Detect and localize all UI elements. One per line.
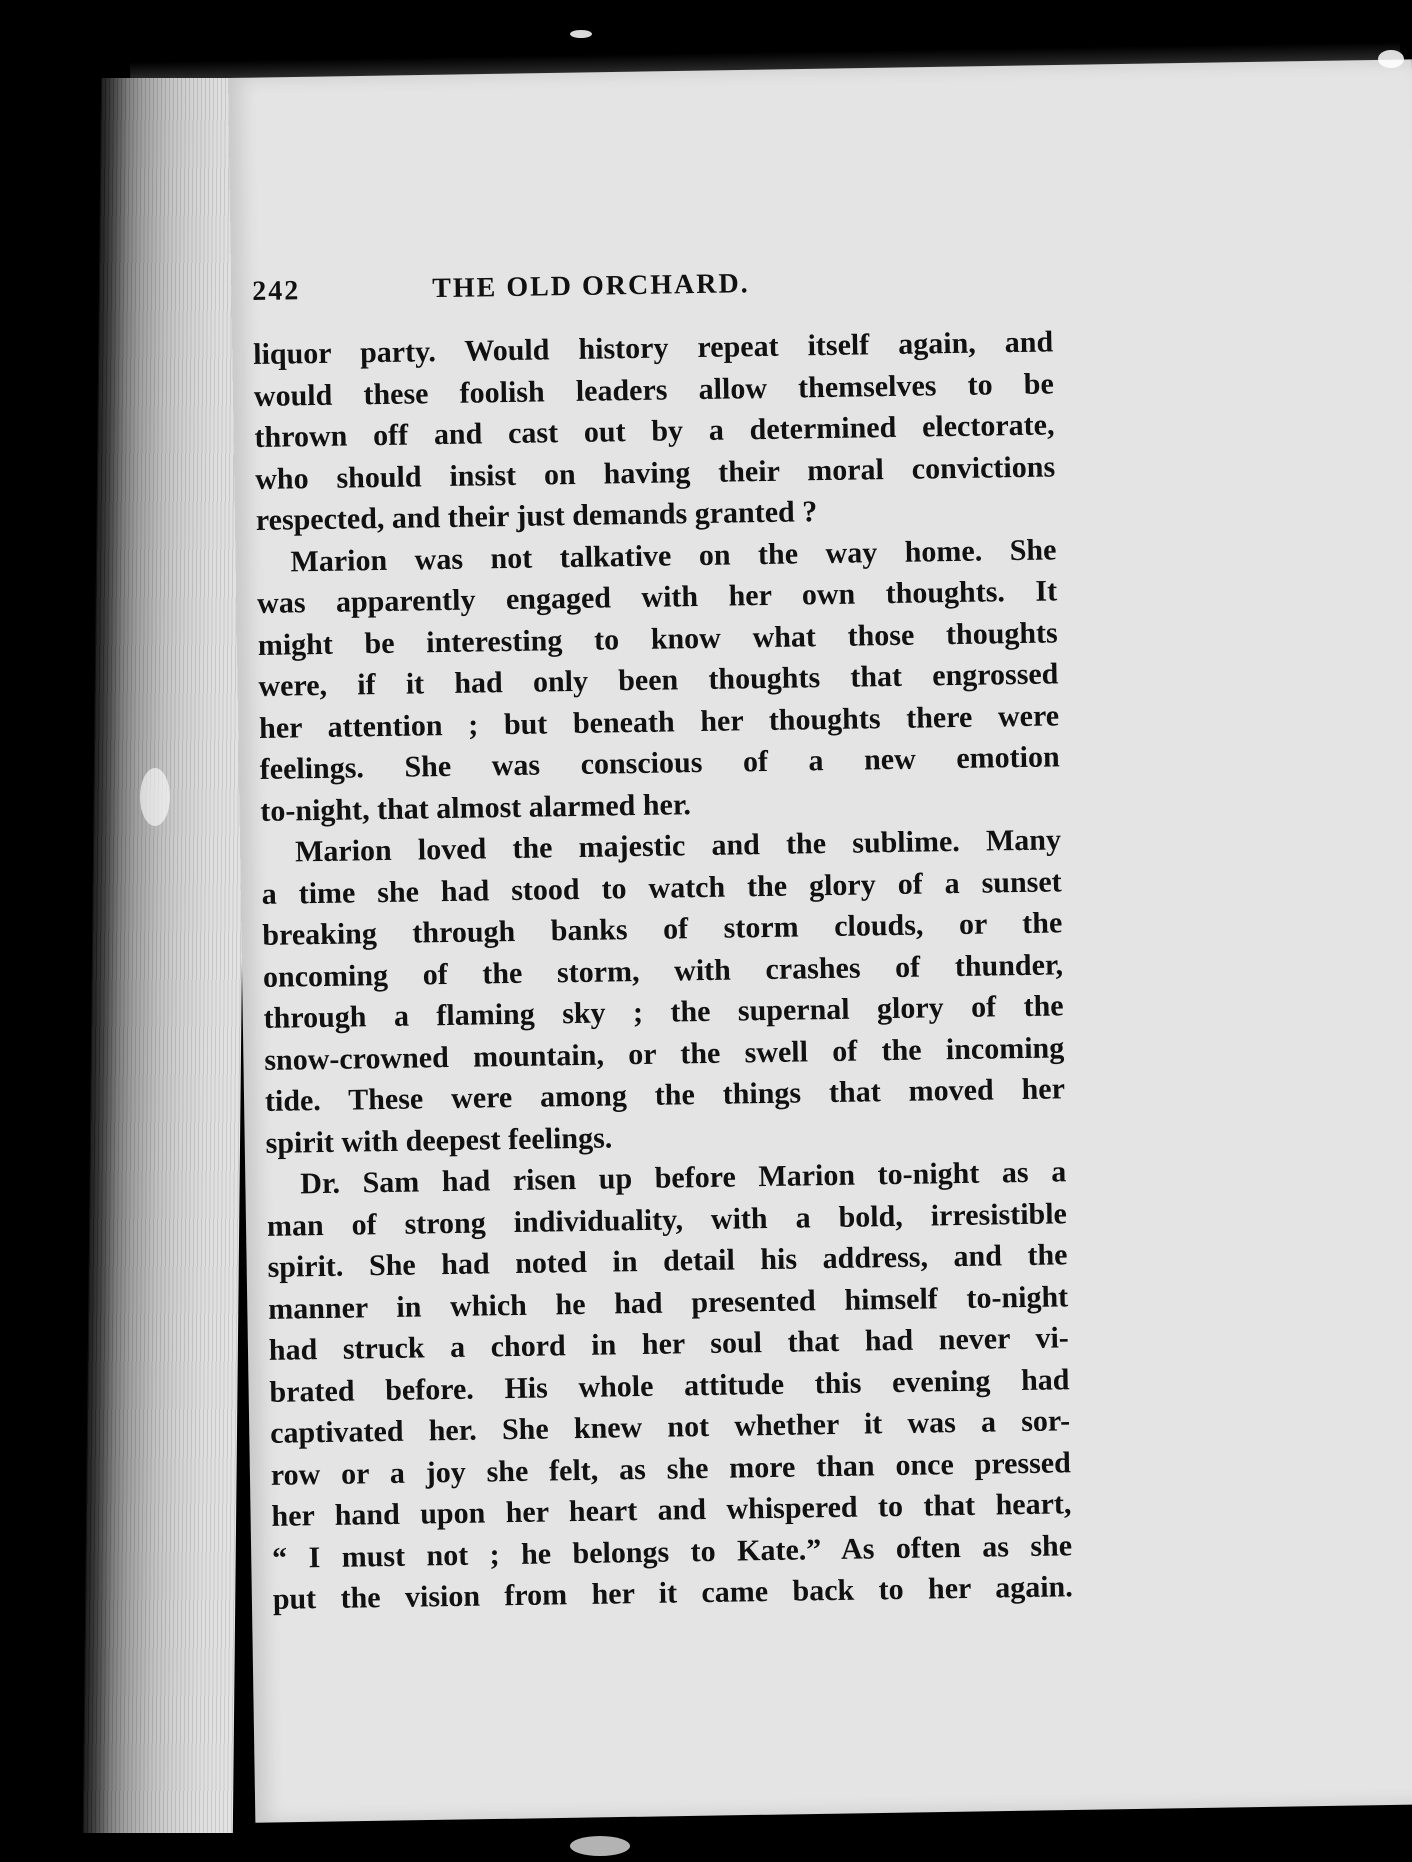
text-line: would these foolish leaders allow themselves to be	[253, 366, 1055, 413]
scan-speck	[140, 768, 170, 826]
text-line: feelings. She was conscious of a new emotion	[259, 740, 1060, 786]
scan-speck	[570, 1836, 630, 1856]
text-line: put the vision from her it came back to her again.	[272, 1570, 1073, 1616]
text-line: thrown off and cast out by a determined electorate,	[254, 408, 1055, 454]
text-line: Marion loved the majestic and the sublime. Many	[294, 823, 1062, 869]
text-line: oncoming of the storm, with crashes of thunder,	[262, 947, 1064, 994]
page-number: 242	[252, 275, 301, 307]
paragraph	[261, 819, 1066, 1164]
text-line: man of strong individuality, with a bold, irresistible	[266, 1196, 1068, 1243]
text-line: captivated her. She knew not whether it was a sor-	[269, 1404, 1071, 1450]
text-line: might be interesting to know what those thoughts	[257, 615, 1058, 662]
text-line: was apparently engaged with her own thoughts. It	[256, 574, 1058, 620]
text-line: spirit. She had noted in detail his address, and the	[267, 1238, 1068, 1284]
text-line: brated before. His whole attitude this evening had	[269, 1362, 1070, 1409]
paragraph	[266, 1151, 1073, 1620]
text-line: “ I must not ; he belongs to Kate.” As often as she	[271, 1528, 1073, 1575]
scan-speck	[570, 30, 592, 38]
paragraph	[256, 529, 1060, 832]
text-line: through a flaming sky ; the supernal glory of the	[263, 989, 1064, 1035]
text-line: Marion was not talkative on the way home. She	[290, 532, 1057, 578]
text-line: who should insist on having their moral convictions	[254, 449, 1056, 496]
scan-speck	[1378, 50, 1404, 68]
text-line: liquor party. Would history repeat itself again, and	[252, 325, 1054, 371]
text-line: spirit with deepest feelings.	[265, 1120, 613, 1160]
text-line: a time she had stood to watch the glory of a sunset	[261, 864, 1062, 911]
text-line: had struck a chord in her soul that had never vi-	[268, 1321, 1070, 1367]
text-line: to-night, that almost alarmed her.	[260, 787, 692, 828]
text-line: her hand upon her heart and whispered to that heart,	[271, 1487, 1072, 1533]
text-line: her attention ; but beneath her thoughts there were	[258, 698, 1060, 745]
paragraph	[253, 321, 1056, 541]
book-title: THE OLD ORCHARD.	[431, 268, 750, 305]
text-line: were, if it had only been thoughts that engrossed	[258, 657, 1059, 703]
text-line: manner in which he had presented himself to-night	[267, 1279, 1069, 1326]
text-line: row or a joy she felt, as she more than once pressed	[270, 1445, 1071, 1492]
text-line: Dr. Sam had risen up before Marion to-night as a	[300, 1155, 1067, 1201]
text-line: snow-crowned mountain, or the swell of the incoming	[264, 1030, 1065, 1077]
text-line: tide. These were among the things that moved her	[264, 1072, 1066, 1118]
text-line: breaking through banks of storm clouds, or the	[262, 906, 1063, 952]
book-page-edges	[83, 78, 251, 1833]
text-line: respected, and their just demands granted ?	[255, 495, 818, 537]
page-text-block	[252, 263, 1073, 1620]
